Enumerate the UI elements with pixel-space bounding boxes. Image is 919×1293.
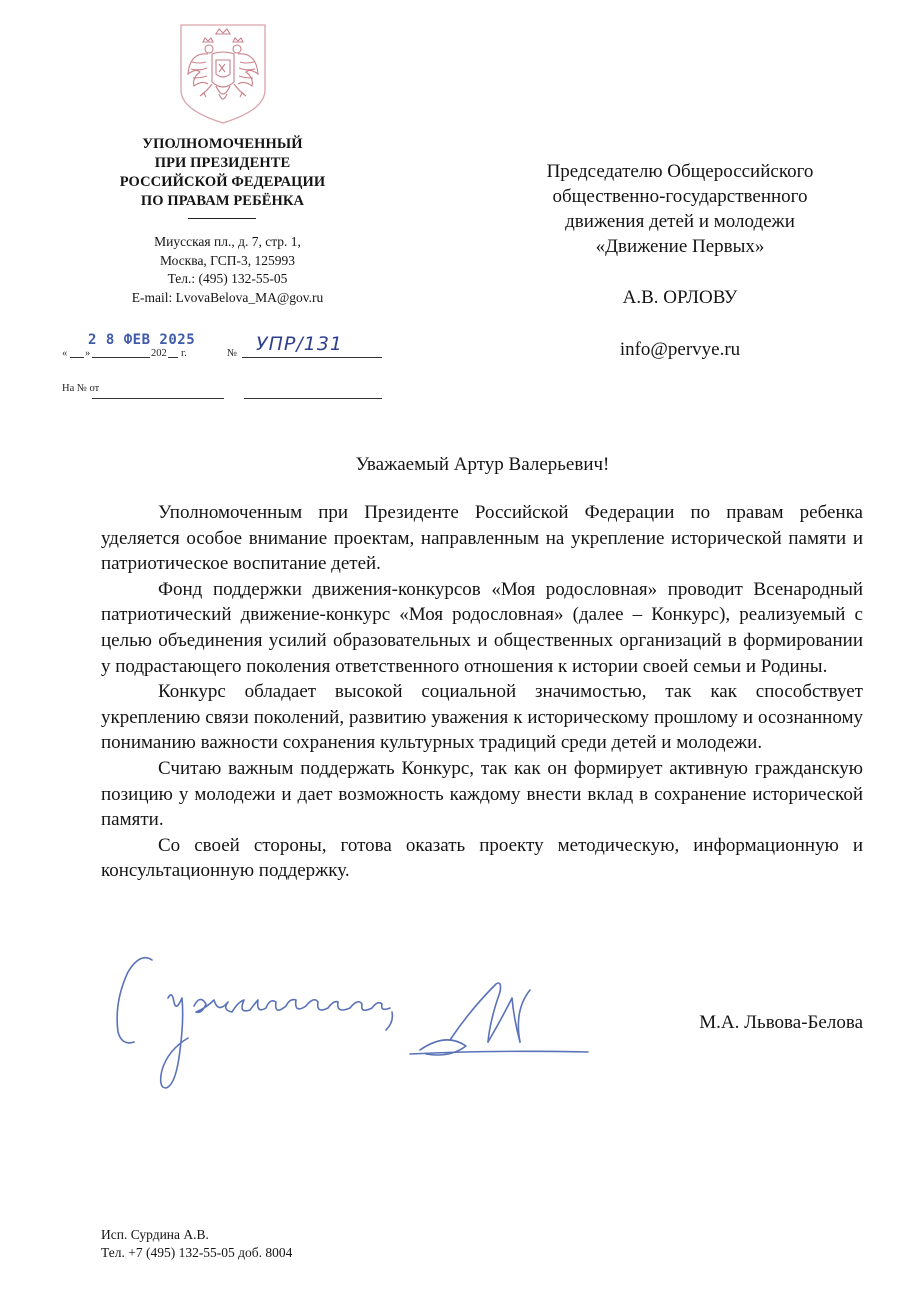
body-paragraph: Считаю важным поддержать Конкурс, так как он формирует активную гражданскую позицию у молодежи и дает возможность каждому внести вклад в сохранение исторической памяти. — [101, 757, 863, 831]
month-underline — [92, 357, 150, 358]
sender-email: E-mail: LvovaBelova_MA@gov.ru — [131, 289, 324, 305]
body-paragraph: Конкурс обладает высокой социальной значимостью, так как способствует укреплению связи поколений, развитию уважения к историческому прошлому и осознанному пониманию важности сохранения культурных традиций среди детей и молодежи. — [101, 681, 863, 754]
executor-name: Исп. Сурдина А.В. — [101, 1227, 209, 1242]
coat-of-arms-emblem — [178, 22, 268, 126]
salutation: Уважаемый Артур Валерьевич! — [355, 454, 610, 475]
address-line: Тел.: (495) 132-55-05 — [167, 271, 288, 286]
addressee-line: «Движение Первых» — [595, 236, 765, 257]
sender-address — [95, 233, 360, 307]
ref-number-underline — [92, 398, 224, 399]
sender-organization-name — [100, 135, 345, 211]
year-prefix: 202 — [151, 348, 167, 359]
address-line: Москва, ГСП-3, 125993 — [159, 252, 296, 268]
quote-close: » — [85, 348, 91, 359]
addressee-line: Председателю Общероссийского — [546, 161, 814, 182]
number-underline — [242, 357, 382, 358]
signer-name: М.А. Львова-Белова — [699, 1012, 863, 1033]
year-underline — [168, 357, 178, 358]
ref-from-label: от — [89, 383, 100, 394]
received-date-stamp: 2 8 ФЕВ 2025 — [88, 332, 196, 348]
org-line: ПО ПРАВАМ РЕБЁНКА — [140, 193, 305, 209]
ref-number-label: На № — [62, 383, 87, 394]
quote-open: « — [62, 348, 68, 359]
addressee-line: движения детей и молодежи — [565, 211, 795, 232]
body-paragraph: Фонд поддержки движения-конкурсов «Моя родословная» проводит Всенародный патриотический движение-конкурс «Моя родословная» (далее – Конкурс), реализуемый с целью объединения усилий образовательных и общественных организаций в формировании у подрастающего поколения ответственного отношения к истории своей семьи и Родины. — [101, 578, 863, 677]
day-underline — [70, 357, 84, 358]
org-line: УПОЛНОМОЧЕННЫЙ — [142, 136, 303, 152]
body-paragraph: Уполномоченным при Президенте Российской Федерации по правам ребенка уделяется особое внимание проектам, направленным на укрепление исторической памяти и патриотическое воспитание детей. — [101, 502, 863, 575]
ref-date-underline — [244, 398, 382, 399]
executor-info — [101, 1226, 401, 1261]
handwritten-signature — [110, 950, 600, 1100]
body-paragraph: Со своей стороны, готова оказать проекту методическую, информационную и консультационную поддержку. — [101, 834, 863, 882]
reference-line — [62, 383, 384, 401]
org-divider — [188, 218, 256, 219]
handwritten-registration-number: УПР/131 — [256, 333, 343, 355]
org-line: РОССИЙСКОЙ ФЕДЕРАЦИИ — [119, 174, 326, 190]
addressee-line: общественно-государственного — [552, 186, 808, 207]
addressee-email: info@pervye.ru — [619, 339, 741, 360]
address-line: Миусская пл., д. 7, стр. 1, — [154, 234, 301, 249]
executor-phone: Тел. +7 (495) 132-55-05 доб. 8004 — [101, 1244, 293, 1260]
year-unit: г. — [181, 348, 187, 359]
addressee-title — [505, 159, 855, 259]
org-line: ПРИ ПРЕЗИДЕНТЕ — [154, 155, 291, 171]
number-label: № — [227, 348, 238, 359]
addressee-name: А.В. ОРЛОВУ — [622, 287, 738, 308]
letter-body — [101, 500, 863, 884]
